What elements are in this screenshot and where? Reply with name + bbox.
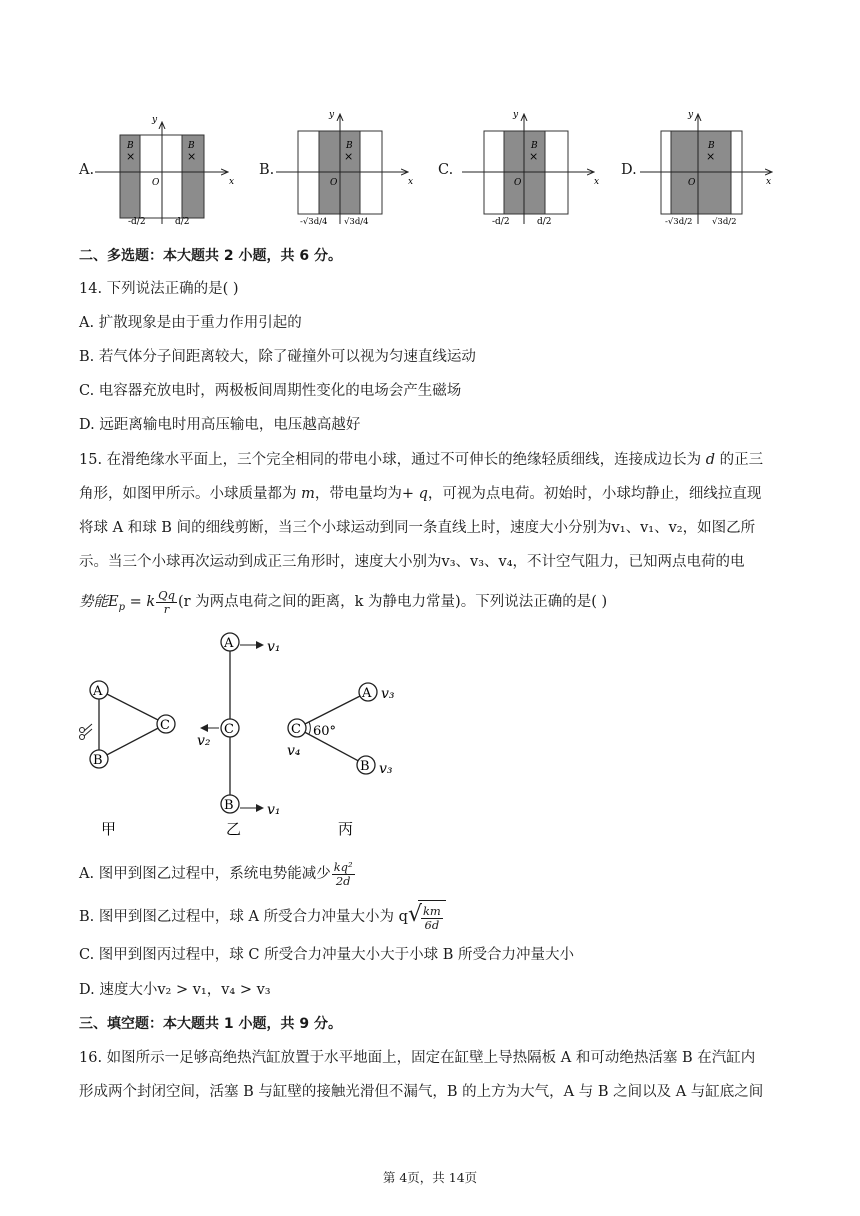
q15-option-c: C. 图甲到图丙过程中，球 C 所受合力冲量大小大于小球 B 所受合力冲量大小 — [79, 947, 574, 963]
q16-line-1: 16. 如图所示一足够高绝热汽缸放置于水平地面上，固定在缸壁上导热隔板 A 和可动绝热活塞 B 在汽缸内 — [79, 1050, 756, 1066]
ball-label: C — [224, 722, 234, 737]
field-label: B — [708, 141, 715, 151]
q14-option-d: D. 远距离输电时用高压输电，电压越高越好 — [79, 417, 361, 433]
diagram-b — [276, 110, 413, 227]
axis-x-label: x — [766, 177, 772, 187]
axis-x-label: x — [408, 177, 414, 187]
ball-label: C — [291, 722, 301, 737]
ball-label: A — [362, 686, 372, 701]
diagram-c — [462, 110, 599, 227]
scissors-icon — [80, 724, 93, 740]
axis-y-label: y — [513, 110, 519, 120]
tick-right: √3d/2 — [712, 217, 737, 227]
diagram-a — [95, 115, 234, 227]
section-heading-multi: 二、多选题：本大题共 2 小题，共 6 分。 — [79, 248, 342, 264]
origin-label: O — [688, 178, 696, 188]
field-label: B — [127, 141, 134, 151]
cross-mark: × — [529, 150, 539, 163]
angle-label: 60° — [313, 724, 337, 739]
diagram-d — [640, 110, 772, 227]
origin-label: O — [514, 178, 522, 188]
axis-y-label: y — [688, 110, 694, 120]
ball-label: C — [160, 718, 170, 733]
figure-jia — [80, 681, 176, 768]
tick-right: √3d/4 — [344, 217, 369, 227]
option-d-label: D. — [621, 162, 637, 178]
velocity-label: v₂ — [197, 733, 211, 749]
q15-line-2: 角形，如图甲所示。小球质量都为 m，带电量均为+ q，可视为点电荷。初始时，小球均静止，细线拉直现 — [79, 486, 762, 502]
caption-jia: 甲 — [101, 820, 117, 838]
velocity-label: v₄ — [287, 743, 301, 759]
q15-option-b: B. 图甲到图乙过程中，球 A 所受合力冲量大小为 q √ $\frac{km}{6d}$ — [79, 900, 784, 934]
q15-option-d: D. 速度大小v₂ > v₁，v₄ > v₃ — [79, 982, 271, 998]
balls-figure — [70, 628, 410, 844]
figure-yi — [197, 633, 281, 818]
option-b-label: B. — [259, 162, 275, 178]
tick-right: d/2 — [175, 217, 190, 227]
axis-y-label: y — [329, 110, 335, 120]
q15-line-4: 示。当三个小球再次运动到成正三角形时，速度大小别为v₃、v₃、v₄，不计空气阻力，已知两点电荷的电 — [79, 554, 745, 570]
ball-label: B — [360, 759, 370, 774]
ball-label: B — [93, 753, 103, 768]
axis-x-label: x — [229, 177, 235, 187]
option-c-label: C. — [438, 162, 454, 178]
tick-left: -√3d/2 — [665, 217, 693, 227]
ball-label: B — [224, 798, 234, 813]
ball-label: A — [224, 636, 234, 651]
q14-option-c: C. 电容器充放电时，两极板间周期性变化的电场会产生磁场 — [79, 383, 462, 399]
field-label: B — [346, 141, 353, 151]
ball-label: A — [93, 684, 103, 699]
q15-option-a: A. 图甲到图乙过程中，系统电势能减少 $\frac{\text{kq²}}{2d}$ — [79, 859, 353, 888]
sqrt-symbol: √ $\frac{km}{6d}$ — [408, 900, 446, 934]
caption-bing: 丙 — [338, 820, 354, 838]
q16-line-2: 形成两个封闭空间，活塞 B 与缸壁的接触光滑但不漏气，B 的上方为大气，A 与 B 之间以及 A 与缸底之间 — [79, 1084, 764, 1100]
q15-line-5: 势能$E_p = k$ $\frac{Qq}{r}$ (r 为两点电荷之间的距离，k 为静电力常量)。下列说法正确的是( ) — [79, 587, 608, 616]
cross-mark: × — [126, 150, 136, 163]
q14-option-a: A. 扩散现象是由于重力作用引起的 — [79, 315, 302, 331]
velocity-label: v₁ — [267, 639, 281, 655]
tick-left: -d/2 — [492, 217, 510, 227]
velocity-label: v₃ — [379, 761, 393, 777]
axis-x-label: x — [594, 177, 600, 187]
tick-left: -d/2 — [128, 217, 146, 227]
field-label: B — [531, 141, 538, 151]
axis-y-label: y — [152, 115, 158, 125]
page-footer: 第 4页，共 14页 — [382, 1170, 478, 1185]
q15-line-1: 15. 在滑绝缘水平面上，三个完全相同的带电小球，通过不可伸长的绝缘轻质细线，连接成边长为 d 的正三 — [79, 452, 764, 468]
field-label: B — [188, 141, 195, 151]
tick-left: -√3d/4 — [300, 217, 328, 227]
field-diagrams — [0, 108, 860, 230]
origin-label: O — [152, 178, 160, 188]
origin-label: O — [330, 178, 338, 188]
q14-option-b: B. 若气体分子间距离较大，除了碰撞外可以视为匀速直线运动 — [79, 349, 476, 365]
q14-stem: 14. 下列说法正确的是( ) — [79, 281, 239, 297]
cross-mark: × — [706, 150, 716, 163]
cross-mark: × — [344, 150, 354, 163]
q15-line-3: 将球 A 和球 B 间的细线剪断，当三个小球运动到同一条直线上时，速度大小分别为v₁、v₁、v₂，如图乙所 — [79, 520, 756, 536]
velocity-label: v₃ — [381, 686, 395, 702]
figure-bing — [287, 683, 395, 777]
cross-mark: × — [187, 150, 197, 163]
velocity-label: v₁ — [267, 802, 281, 818]
tick-right: d/2 — [537, 217, 552, 227]
section-heading-fill: 三、填空题：本大题共 1 小题，共 9 分。 — [79, 1016, 342, 1032]
caption-yi: 乙 — [226, 820, 242, 838]
option-a-label: A. — [79, 162, 95, 178]
